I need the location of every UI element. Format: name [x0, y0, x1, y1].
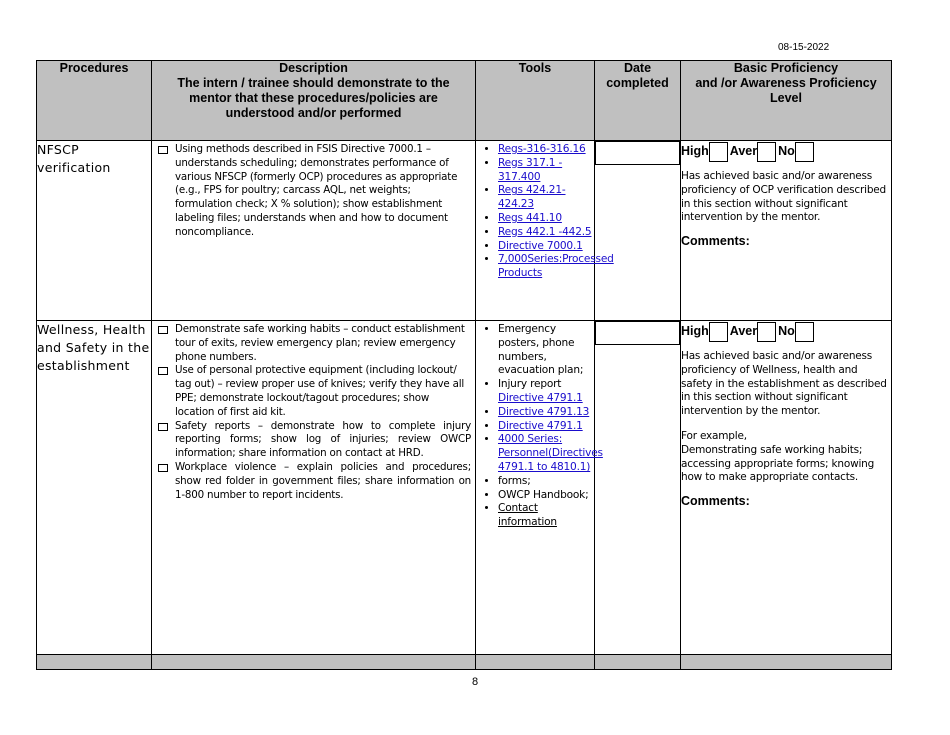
- procedure-name: NFSCP verification: [37, 141, 152, 321]
- header-proficiency: Basic Proficiency and /or Awareness Proficiency Level: [681, 61, 892, 141]
- tool-link[interactable]: Regs-316-316.16: [498, 143, 586, 155]
- tool-link[interactable]: Directive 4791.13: [498, 405, 590, 418]
- description-cell: [152, 141, 476, 321]
- date-completed-field[interactable]: [595, 141, 680, 165]
- description-item: Using methods described in FSIS Directive 7000.1 – understands scheduling; demonstrates performance of various NFSCP (formerly OCP) procedures as appropriate (e.g., FPS for poultry; carcass AQL, net weights; formulation check; X % solution); show establishment labeling files; understands when and how to document noncompliance.: [157, 143, 471, 240]
- date-cell: [595, 141, 681, 321]
- tool-link[interactable]: Regs 441.10: [498, 211, 562, 224]
- rating-average-box[interactable]: [757, 142, 776, 162]
- tool-item: • OWCP Handbook;: [498, 489, 592, 503]
- tool-item: [498, 226, 592, 240]
- rating-high-label: High: [681, 324, 709, 339]
- tool-link[interactable]: 4000 Series: Personnel(Directives 4791.1 to 4810.1): [498, 433, 603, 473]
- description-item: Demonstrate safe working habits – conduct establishment tour of exits, review emergency plan; review emergency phone numbers.: [157, 323, 471, 364]
- tool-link[interactable]: Regs 424.21-424.23: [498, 184, 566, 211]
- rating-high-box[interactable]: [709, 322, 728, 342]
- procedure-name: Wellness, Health and Safety in the establishment: [37, 321, 152, 655]
- proficiency-cell: [681, 141, 892, 321]
- rating-group: [681, 141, 891, 163]
- tool-item: [498, 240, 592, 254]
- tool-item: [498, 253, 614, 281]
- header-description: Description The intern / trainee should demonstrate to the mentor that these procedures/policies are understood and/or performed: [152, 61, 476, 141]
- footer-row: [37, 655, 892, 670]
- rating-none-label: No: [778, 324, 795, 339]
- checkbox[interactable]: [158, 326, 168, 334]
- tool-item: • Contact information: [498, 502, 592, 530]
- tool-item: [498, 420, 592, 434]
- header-tools: Tools: [476, 61, 595, 141]
- tool-item: [498, 212, 592, 226]
- tools-cell: [476, 141, 614, 321]
- rating-average-label: Aver: [729, 144, 758, 159]
- tools-cell: [476, 321, 603, 655]
- date-completed-field[interactable]: [595, 321, 680, 345]
- proficiency-text: Has achieved basic and/or awareness proficiency of OCP verification described in this section without significant intervention by the mentor.: [681, 170, 887, 224]
- tool-link[interactable]: 7,000Series:Processed Products: [498, 253, 614, 280]
- description-cell: [152, 321, 476, 655]
- table-row: [37, 321, 892, 655]
- page-number: 8: [471, 676, 479, 688]
- tool-item: • forms;: [498, 475, 592, 489]
- tool-item: [498, 406, 592, 420]
- description-item: Use of personal protective equipment (including lockout/ tag out) – review proper use of knives; verify they have all PPE; demonstrate lockout/tagout procedures; show location of first aid kit.: [157, 364, 471, 419]
- rating-group: [681, 321, 891, 343]
- rating-average-box[interactable]: [757, 322, 776, 342]
- tool-link[interactable]: Directive 4791.1: [498, 419, 583, 432]
- tool-link[interactable]: Directive 7000.1: [498, 239, 583, 252]
- rating-high-label: High: [681, 144, 709, 159]
- tool-item: [498, 157, 592, 185]
- checkbox[interactable]: [158, 146, 168, 154]
- tool-item: [498, 433, 603, 474]
- tool-link[interactable]: Directive 4791.1: [498, 391, 583, 404]
- rating-high-box[interactable]: [709, 142, 728, 162]
- proficiency-text: Has achieved basic and/or awareness proficiency of Wellness, health and safety in the establishment as described in this section without significant intervention by the mentor. For example, Demonstrating safe working habits; accessing appropriate forms; knowing how to make appropriate contacts.: [681, 350, 887, 484]
- rating-none-box[interactable]: [795, 322, 814, 342]
- rating-average-label: Aver: [729, 324, 758, 339]
- tool-link[interactable]: Regs 442.1 -442.5: [498, 225, 592, 238]
- table-row: [37, 141, 892, 321]
- header-procedures: Procedures: [37, 61, 152, 141]
- description-item: Workplace violence – explain policies and procedures; show red folder in government files; share information on 1-800 number to report incidents.: [157, 461, 471, 502]
- tool-item: • Injury report Directive 4791.1: [498, 378, 592, 406]
- procedures-table: [36, 60, 892, 670]
- header-date-completed: Date completed: [595, 61, 681, 141]
- tool-link[interactable]: Regs 317.1 - 317.400: [498, 156, 563, 183]
- date-cell: [595, 321, 681, 655]
- rating-none-label: No: [778, 144, 795, 159]
- tool-item: [498, 143, 592, 157]
- checkbox[interactable]: [158, 423, 168, 431]
- document-date: 08-15-2022: [778, 42, 830, 53]
- rating-none-box[interactable]: [795, 142, 814, 162]
- checkbox[interactable]: [158, 367, 168, 375]
- comments-label: Comments:: [681, 494, 750, 509]
- proficiency-cell: [681, 321, 892, 655]
- comments-label: Comments:: [681, 234, 750, 249]
- checkbox[interactable]: [158, 464, 168, 472]
- description-item: Safety reports – demonstrate how to complete injury reporting forms; show log of injuries; review OWCP information; share information on contact at HRD.: [157, 420, 471, 461]
- tool-item: [498, 184, 592, 212]
- tool-item: • Emergency posters, phone numbers, evacuation plan;: [498, 323, 592, 378]
- header-row: [37, 61, 892, 141]
